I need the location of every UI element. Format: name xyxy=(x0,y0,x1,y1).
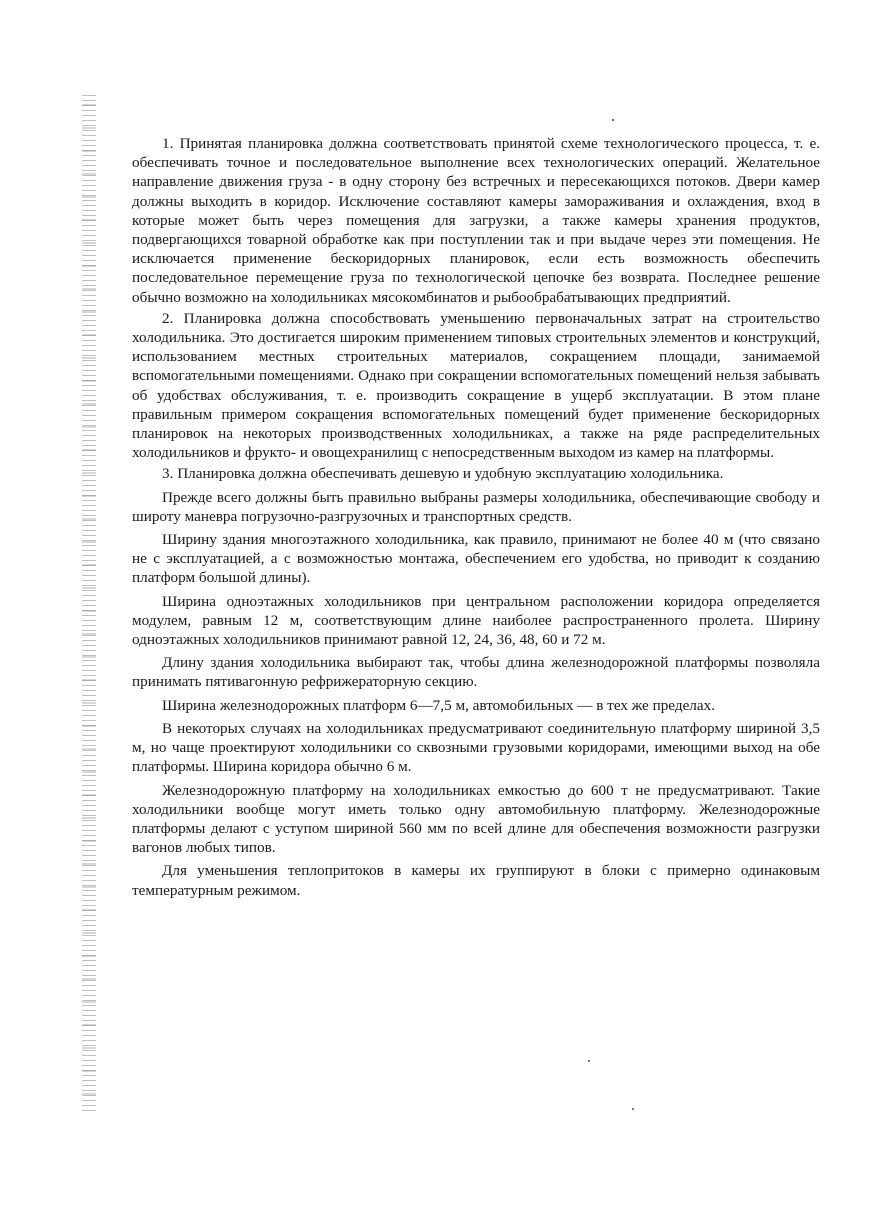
paragraph-10: Железнодорожную платформу на холодильниках емкостью до 600 т не предусматривают. Такие холодильники вообще могут иметь только одну автомобильную платформу. Железнодорожные платформы делают с уступом шириной 560 мм по всей длине для обеспечения возможности разгрузки вагонов любых типов. xyxy=(132,781,820,857)
paragraph-8: Ширина железнодорожных платформ 6—7,5 м, автомобильных — в тех же пределах. xyxy=(162,696,716,714)
scan-edge-noise xyxy=(82,95,96,1115)
scan-speck xyxy=(612,119,614,121)
paragraph-3: 3. Планировка должна обеспечивать дешевую и удобную эксплуатацию холодильника. xyxy=(162,465,724,483)
document-body xyxy=(132,134,820,902)
paragraph-2: 2. Планировка должна способствовать уменьшению первоначальных затрат на строительство холодильника. Это достигается широким применением типовых строительных элементов и конструкций, использованием местных строительных материалов, сокращением площади, занимаемой вспомогательными помещениями. Однако при сокращении вспомогательных помещений нельзя забывать об удобствах обслуживания, т. е. производить сокращение в ущерб эксплуатации. В этом плане правильным примером сокращения вспомогательных помещений будет применение бескоридорных планировок на некоторых производственных холодильниках, а также на ряде распределительных холодильников и фрукто- и овощехранилищ с непосредственным выходом из камер на платформы. xyxy=(132,309,820,462)
paragraph-4: Прежде всего должны быть правильно выбраны размеры холодильника, обеспечивающие свободу и широту маневра погрузочно-разгрузочных и транспортных средств. xyxy=(132,488,820,525)
paragraph-1: 1. Принятая планировка должна соответствовать принятой схеме технологического процесса, т. е. обеспечивать точное и последовательное выполнение всех технологических операций. Желательное направление движения груза - в одну сторону без встречных и пересекающихся потоков. Двери камер должны выходить в коридор. Исключение составляют камеры замораживания и охлаждения, вход в которые может быть через помещения для загрузки, а также камеры хранения продуктов, подвергающихся товарной обработке как при поступлении так и при выдаче через эти помещения. Не исключается применение бескоридорных планировок, если есть возможность обеспечить последовательное перемещение груза по технологической цепочке без возврата. Последнее решение обычно возможно на холодильниках мясокомбинатов и рыбообрабатывающих предприятий. xyxy=(132,135,820,306)
paragraph-6: Ширина одноэтажных холодильников при центральном расположении коридора определяется модулем, равным 12 м, соответствующим длине наиболее распространенного пролета. Ширину одноэтажных холодильников принимают равной 12, 24, 36, 48, 60 и 72 м. xyxy=(132,592,820,649)
scan-speck xyxy=(632,1108,634,1110)
paragraph-5: Ширину здания многоэтажного холодильника, как правило, принимают не более 40 м (что связано не с эксплуатацией, а с возможностью монтажа, обеспечением его удобства, но приводит к созданию платформ большой длины). xyxy=(132,531,820,587)
paragraph-11: Для уменьшения теплопритоков в камеры их группируют в блоки с примерно одинаковым температурным режимом. xyxy=(132,862,820,899)
scan-speck xyxy=(588,1060,590,1062)
paragraph-9: В некоторых случаях на холодильниках предусматривают соединительную платформу шириной 3,5 м, но чаще проектируют холодильники со сквозными грузовыми коридорами, имеющими выход на обе платформы. Ширина коридора обычно 6 м. xyxy=(132,719,820,776)
paragraph-7: Длину здания холодильника выбирают так, чтобы длина железнодорожной платформы позволяла принимать пятивагонную рефрижераторную секцию. xyxy=(132,654,820,691)
